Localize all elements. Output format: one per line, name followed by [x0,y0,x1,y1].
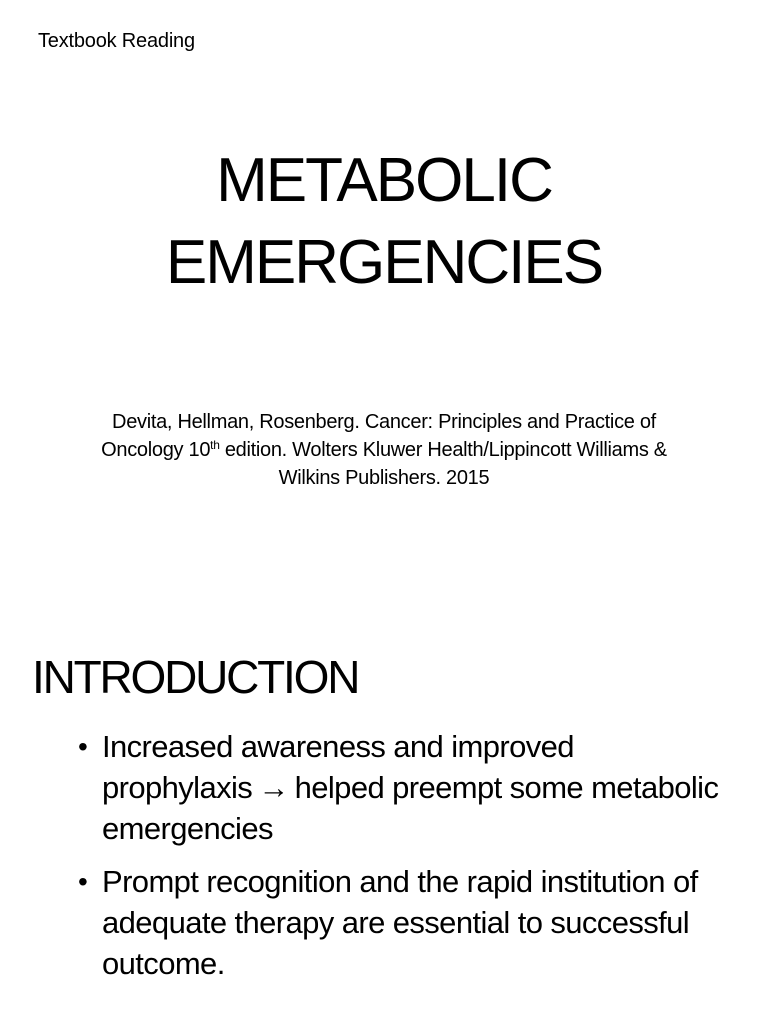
bullet-dot-icon: • [78,731,88,762]
bullet-2-text: Prompt recognition and the rapid institution of adequate therapy are essential to successful outcome. [102,864,698,981]
textbook-reading-label: Textbook Reading [38,30,195,52]
section-title: INTRODUCTION [32,651,359,703]
bullet-list [76,726,726,996]
slide-title [0,140,768,304]
bullet-item-1 [76,726,726,849]
citation-superscript: th [210,438,220,452]
bullet-1-text-before: Increased awareness and improved prophylaxis [102,729,574,805]
introduction-slide [0,600,768,1024]
title-line-1: METABOLIC [216,146,552,215]
citation-part-2: edition. Wolters Kluwer Health/Lippincott Williams & Wilkins Publishers. 2015 [219,439,667,489]
bullet-dot-icon: • [78,866,88,897]
citation-part-1: Devita, Hellman, Rosenberg. Cancer: Principles and Practice of Oncology 10 [101,411,656,461]
title-line-2: EMERGENCIES [165,228,603,297]
bullet-item-2 [76,861,726,984]
bullet-1-text-after: helped preempt some metabolic emergencies [102,770,719,846]
right-arrow-icon: → [258,770,289,805]
textbook-citation [84,408,684,492]
